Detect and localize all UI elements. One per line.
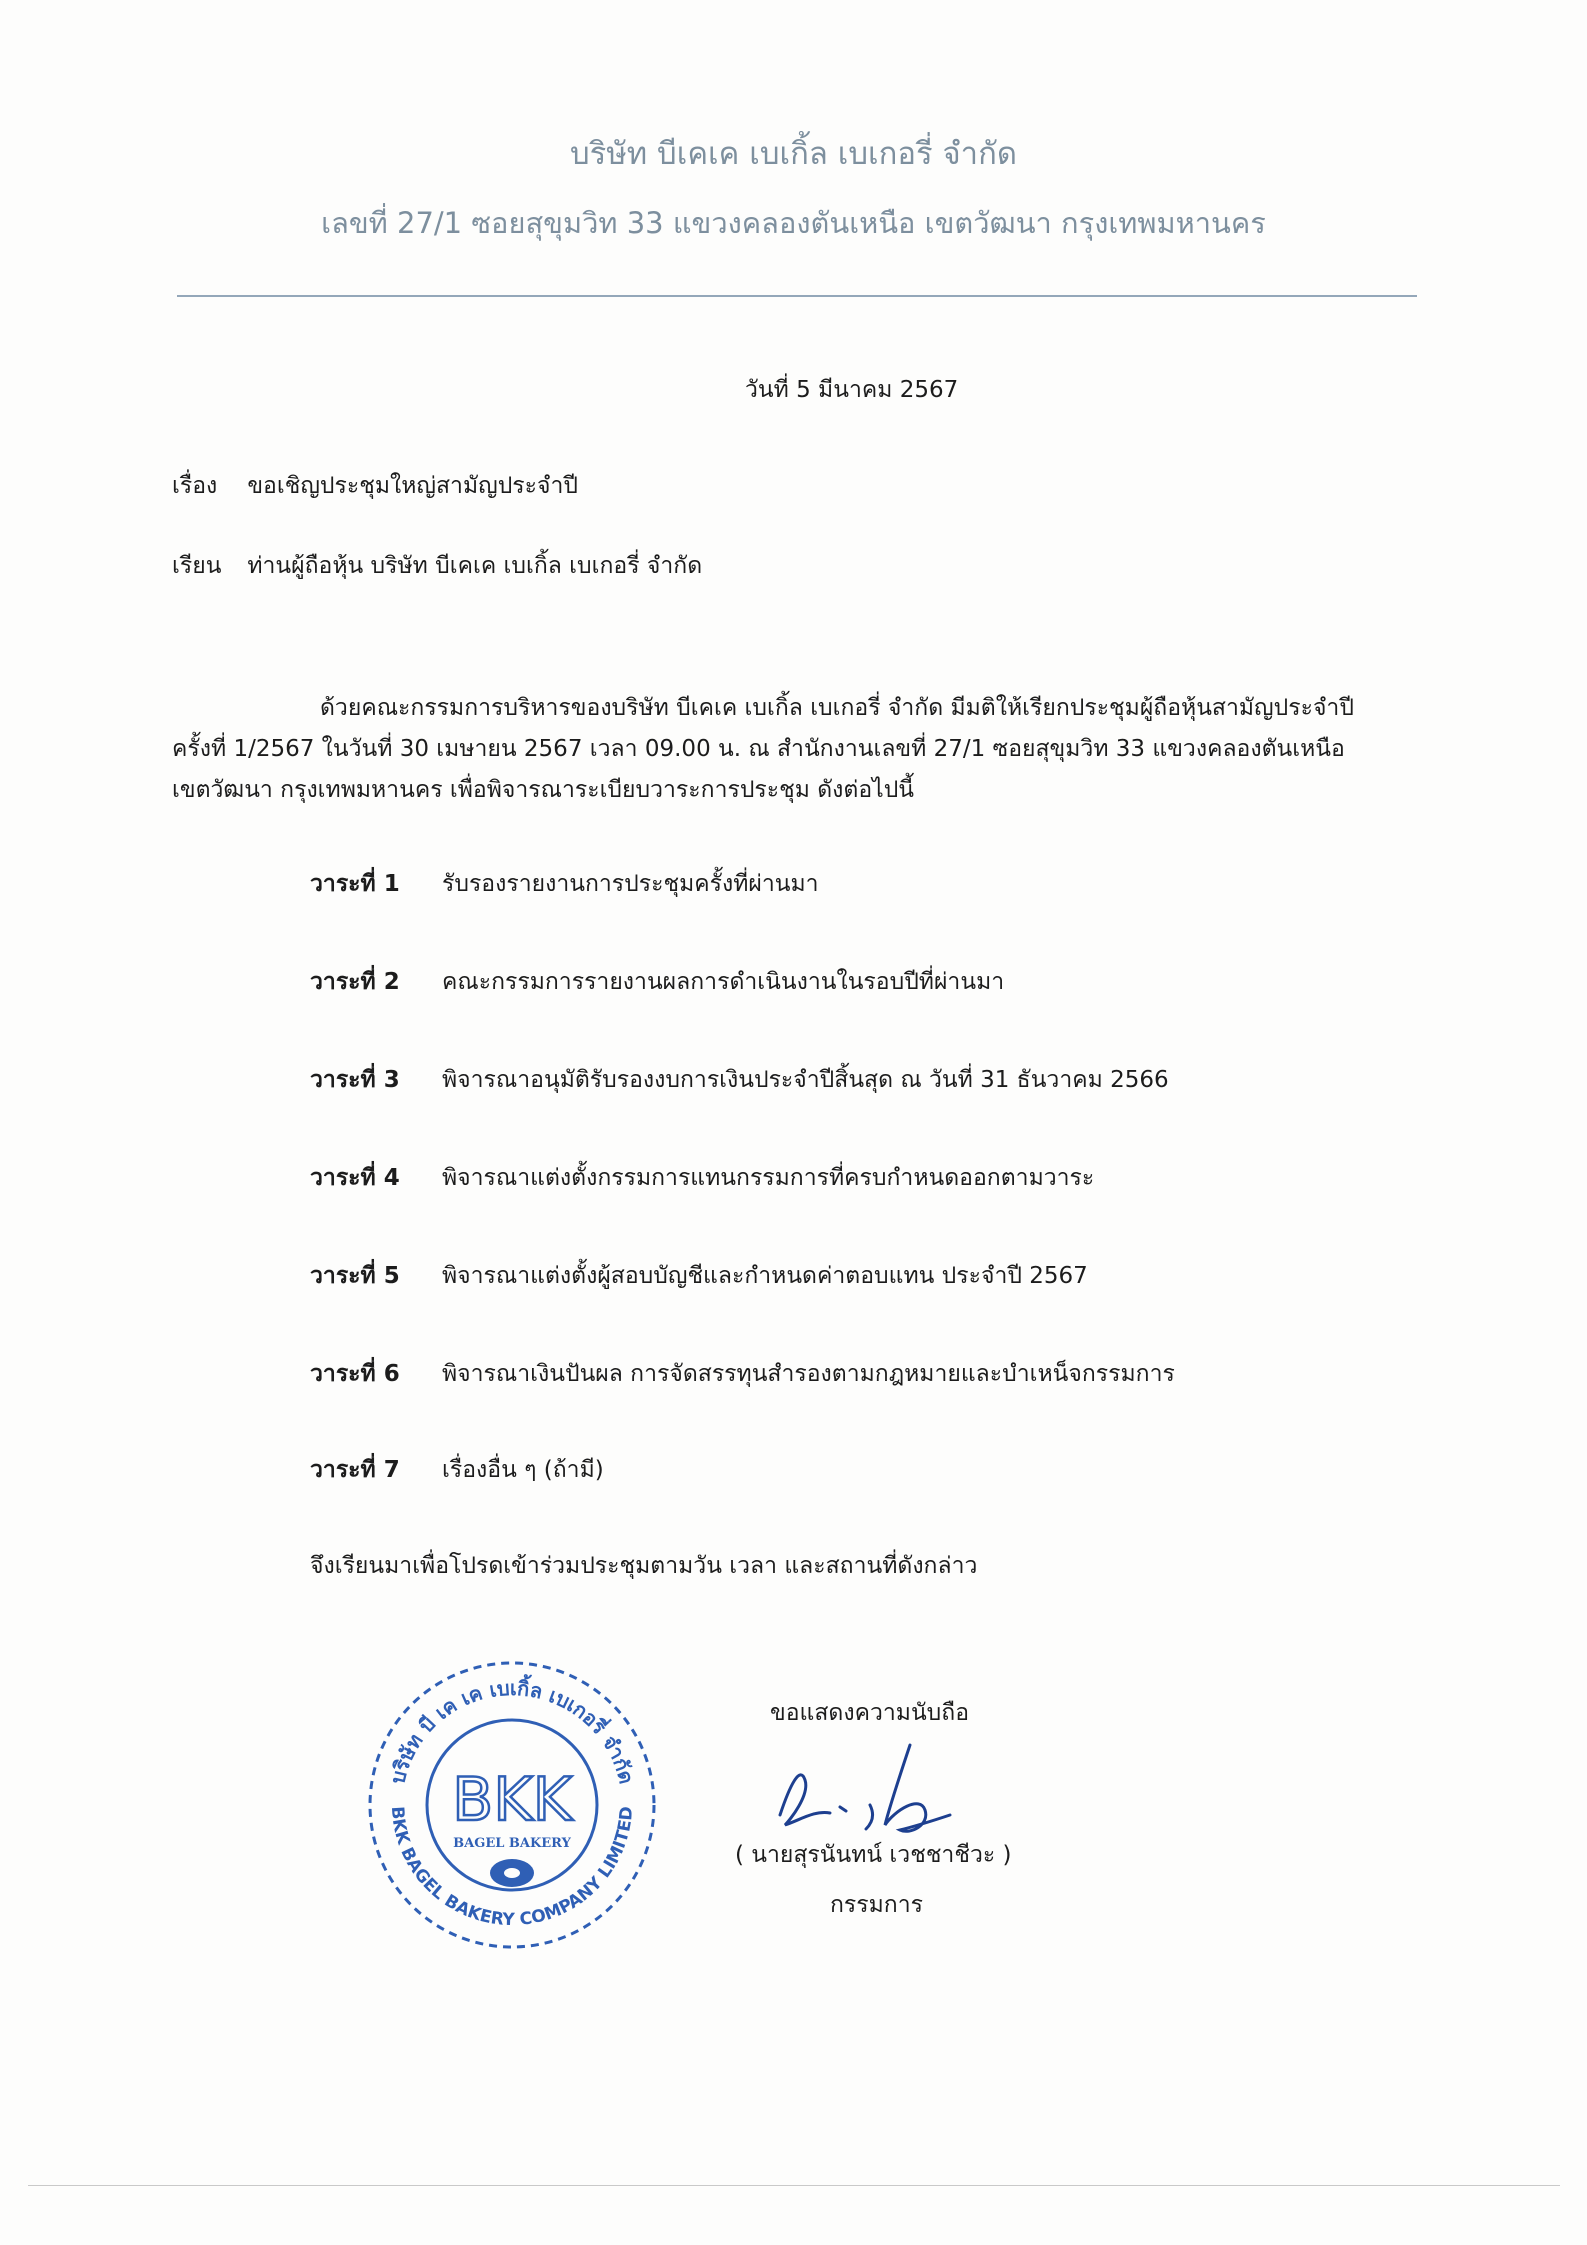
agenda-text: พิจารณาแต่งตั้งกรรมการแทนกรรมการที่ครบกำหนดออกตามวาระ xyxy=(442,1165,1095,1191)
agenda-item xyxy=(310,1356,1175,1392)
agenda-text: เรื่องอื่น ๆ (ถ้ามี) xyxy=(442,1457,604,1483)
svg-text:BAGEL BAKERY: BAGEL BAKERY xyxy=(453,1836,571,1851)
agenda-item xyxy=(310,964,1004,1000)
body-line-2: ครั้งที่ 1/2567 ในวันที่ 30 เมษายน 2567 เวลา 09.00 น. ณ สำนักงานเลขที่ 27/1 ซอยสุขุมวิท 33 แขวงคลองตันเหนือ xyxy=(172,736,1345,762)
closing-regards: ขอแสดงความนับถือ xyxy=(770,1700,970,1726)
signatory-name: ( นายสุรนันทน์ เวชชาชีวะ ) xyxy=(735,1842,1012,1868)
agenda-text: รับรองรายงานการประชุมครั้งที่ผ่านมา xyxy=(442,871,819,897)
header-divider xyxy=(177,295,1417,297)
body-line-3: เขตวัฒนา กรุงเทพมหานคร เพื่อพิจารณาระเบียบวาระการประชุม ดังต่อไปนี้ xyxy=(172,777,915,803)
agenda-item xyxy=(310,866,819,902)
svg-text:บริษัท บี เค เค เบเกิ้ล เบเกอร: บริษัท บี เค เค เบเกิ้ล เบเกอรี่ จำกัด xyxy=(385,1675,639,1787)
agenda-number: วาระที่ 7 xyxy=(310,1457,400,1483)
agenda-number: วาระที่ 6 xyxy=(310,1361,400,1387)
closing-sentence: จึงเรียนมาเพื่อโปรดเข้าร่วมประชุมตามวัน เวลา และสถานที่ดังกล่าว xyxy=(310,1553,978,1579)
body-line-1: ด้วยคณะกรรมการบริหารของบริษัท บีเคเค เบเกิ้ล เบเกอรี่ จำกัด มีมติให้เรียกประชุมผู้ถือหุ้นสามัญประจำปี xyxy=(320,695,1354,721)
subject-label: เรื่อง xyxy=(172,473,218,499)
agenda-text: คณะกรรมการรายงานผลการดำเนินงานในรอบปีที่ผ่านมา xyxy=(442,969,1005,995)
letter-date: วันที่ 5 มีนาคม 2567 xyxy=(745,377,959,403)
agenda-text: พิจารณาแต่งตั้งผู้สอบบัญชีและกำหนดค่าตอบแทน ประจำปี 2567 xyxy=(442,1263,1088,1289)
subject-line xyxy=(172,468,578,504)
agenda-item xyxy=(310,1160,1094,1196)
recipient-text: ท่านผู้ถือหุ้น บริษัท บีเคเค เบเกิ้ล เบเกอรี่ จำกัด xyxy=(247,553,703,579)
svg-text:BKK BAGEL BAKERY COMPANY LIMIT: BKK BAGEL BAKERY COMPANY LIMITED xyxy=(386,1805,638,1931)
body-paragraph xyxy=(172,688,1442,811)
agenda-item xyxy=(310,1452,604,1488)
handwritten-signature xyxy=(760,1725,990,1855)
agenda-number: วาระที่ 3 xyxy=(310,1067,400,1093)
agenda-text: พิจารณาเงินปันผล การจัดสรรทุนสำรองตามกฎหมายและบำเหน็จกรรมการ xyxy=(442,1361,1175,1387)
company-stamp xyxy=(362,1655,662,1955)
subject-text: ขอเชิญประชุมใหญ่สามัญประจำปี xyxy=(247,473,578,499)
recipient-label: เรียน xyxy=(172,553,222,579)
agenda-number: วาระที่ 1 xyxy=(310,871,400,897)
recipient-line xyxy=(172,548,702,584)
signatory-title: กรรมการ xyxy=(830,1892,923,1918)
company-name: บริษัท บีเคเค เบเกิ้ล เบเกอรี่ จำกัด xyxy=(570,136,1017,172)
svg-text:BKK: BKK xyxy=(452,1765,572,1835)
agenda-number: วาระที่ 2 xyxy=(310,969,400,995)
footer-divider xyxy=(28,2185,1560,2186)
agenda-text: พิจารณาอนุมัติรับรองงบการเงินประจำปีสิ้นสุด ณ วันที่ 31 ธันวาคม 2566 xyxy=(442,1067,1169,1093)
agenda-number: วาระที่ 5 xyxy=(310,1263,400,1289)
agenda-number: วาระที่ 4 xyxy=(310,1165,400,1191)
agenda-item xyxy=(310,1258,1088,1294)
company-address: เลขที่ 27/1 ซอยสุขุมวิท 33 แขวงคลองตันเหนือ เขตวัฒนา กรุงเทพมหานคร xyxy=(321,206,1266,240)
agenda-item xyxy=(310,1062,1169,1098)
